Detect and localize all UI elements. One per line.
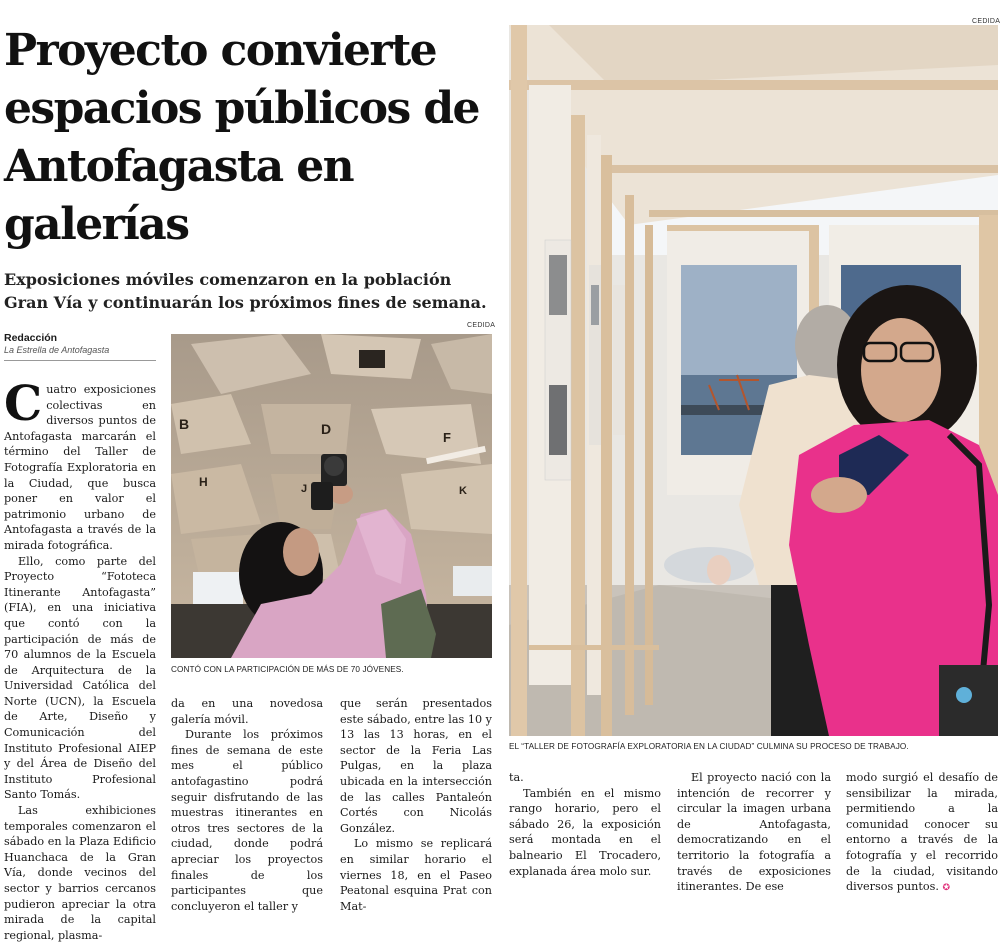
ceiling-letter: K bbox=[459, 485, 467, 497]
byline bbox=[4, 332, 156, 361]
article-paragraph: que serán presentados este sábado, entre las 10 y 13 las 13 horas, en el sector de la Feria Las Pulgas, en la plaza ubicada en la intersección de las calles Pantaleón Cortés con Nicolás González. bbox=[340, 697, 492, 835]
article-paragraph: Las exhibiciones temporales comenzaron el sábado en la Plaza Edificio Huanchaca de la Gran Vía, donde vecinos del sector y barrios cercanos pudieron apreciar la otra mirada de la capital regional, plasma- bbox=[4, 804, 156, 942]
caption-small-photo: CONTÓ CON LA PARTICIPACIÓN DE MÁS DE 70 JÓVENES. bbox=[171, 665, 404, 674]
photo-student-camera bbox=[171, 334, 492, 658]
article-column-5 bbox=[677, 770, 831, 895]
article-paragraph: Ello, como parte del Proyecto “Fototeca Itinerante Antofagasta” (FIA), en una iniciativa que contó con la participación de más de 70 alumnos de la Escuela de Arquitectura de la Universidad Católica del Norte (UCN), la Escuela de Arte, Diseño y Comunicación del Instituto Profesional AIEP y del Área de Diseño del Instituto Profesional Santo Tomás. bbox=[4, 554, 156, 802]
article-column-1 bbox=[4, 376, 156, 943]
article-paragraph: El proyecto nació con la intención de recorrer y circular la imagen urbana de Antofagasta, democratizando en el territorio la fotografía a través de exposiciones itinerantes. De ese bbox=[677, 771, 831, 894]
article-paragraph: modo surgió el desafío de sensibilizar la mirada, permitiendo a la comunidad conocer su entorno a través de la fotografía y el recorrido de la ciudad, visitando diversos puntos. ✪ bbox=[846, 771, 998, 894]
byline-outlet: La Estrella de Antofagasta bbox=[4, 345, 110, 355]
end-mark-icon: ✪ bbox=[942, 883, 951, 894]
caption-large-photo: EL “TALLER DE FOTOGRAFÍA EXPLORATORIA EN LA CIUDAD” CULMINA SU PROCESO DE TRABAJO. bbox=[509, 742, 909, 751]
photo-gallery-visitors bbox=[509, 25, 998, 736]
article-paragraph: Lo mismo se replicará en similar horario el viernes 18, en el Paseo Peatonal esquina Prat con Mat- bbox=[340, 837, 492, 913]
article-paragraph: Durante los próximos fines de semana de este mes el público antofagastino podrá seguir disfrutando de las muestras itinerantes en otros tres sectores de la ciudad, donde podrá apreciar los proyectos finales de los participantes que concluyeron el taller y bbox=[171, 728, 323, 913]
article-paragraph: ta. bbox=[509, 771, 524, 784]
ceiling-letter: B bbox=[179, 416, 190, 432]
article-column-3 bbox=[340, 696, 492, 914]
ceiling-letter: J bbox=[301, 483, 308, 495]
photo-credit-top: CEDIDA bbox=[972, 18, 1000, 25]
headline: Proyecto convierte espacios públicos de Antofagasta en galerías bbox=[4, 25, 479, 250]
byline-author: Redacción bbox=[4, 332, 58, 344]
subheadline: Exposiciones móviles comenzaron en la población Gran Vía y continuarán los próximos fines de semana. bbox=[4, 270, 487, 312]
article-paragraph: Cuatro exposiciones colectivas en diversos puntos de Antofagasta marcarán el término del Taller de Fotografía Exploratoria en la Ciudad, que busca poner en valor el patrimonio urbano de Antofagasta a través de la mirada fotográfica. bbox=[4, 376, 156, 552]
drop-cap: C bbox=[4, 376, 43, 432]
ceiling-letter: D bbox=[321, 421, 332, 437]
article-paragraph: da en una novedosa galería móvil. bbox=[171, 697, 323, 726]
ceiling-letter: H bbox=[199, 475, 208, 489]
article-paragraph: También en el mismo rango horario, pero el sábado 26, la exposición será montada en el balneario El Trocadero, explanada área molo sur. bbox=[509, 786, 661, 878]
photo-gallery-visitors-image bbox=[509, 25, 998, 736]
article-column-6 bbox=[846, 770, 998, 897]
photo-student-camera-image bbox=[171, 334, 492, 658]
article-column-4 bbox=[509, 770, 661, 879]
photo-credit-mid: CEDIDA bbox=[467, 322, 496, 329]
ceiling-letter: F bbox=[443, 430, 451, 445]
article-column-2 bbox=[171, 696, 323, 914]
